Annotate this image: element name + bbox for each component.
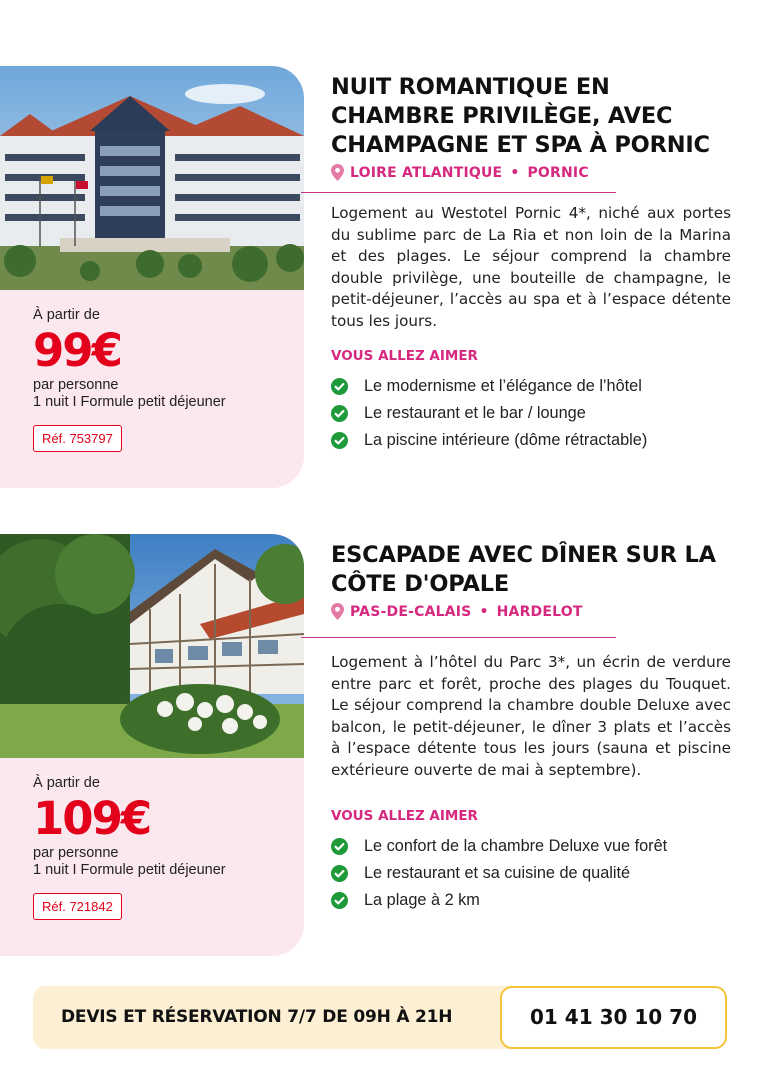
pros-list [331, 373, 731, 454]
location-region: LOIRE ATLANTIQUE [350, 164, 503, 181]
offer-title-line: NUIT ROMANTIQUE EN [331, 74, 610, 100]
check-circle-icon [331, 892, 348, 909]
price: 109€ [33, 792, 151, 845]
list-item [331, 860, 731, 887]
location [331, 164, 731, 181]
formula-label: 1 nuit I Formule petit déjeuner [33, 394, 226, 411]
location-city: HARDELOT [496, 603, 583, 620]
check-circle-icon [331, 432, 348, 449]
list-item-label: Le restaurant et sa cuisine de qualité [364, 863, 631, 882]
divider [301, 637, 616, 638]
phone-number-button[interactable]: 01 41 30 10 70 [500, 986, 727, 1049]
booking-banner [33, 986, 727, 1049]
offer-title-line: CHAMBRE PRIVILÈGE, AVEC [331, 103, 673, 129]
offer-title-line: CÔTE D'OPALE [331, 571, 510, 597]
offer-price-card [0, 66, 304, 488]
divider [301, 192, 616, 193]
love-heading: VOUS ALLEZ AIMER [331, 347, 478, 364]
price-block [33, 307, 226, 452]
offer-description: Logement au Westotel Pornic 4*, niché aux portes du sublime parc de La Ria et non loin de la Marina et des plages. Le séjour comprend la chambre double privilège, une bouteille de champagne, le petit-déjeuner, l’accès au spa et à l’espace détente tous les jours. [331, 204, 731, 330]
price-block [33, 775, 226, 920]
offer-title-line: ESCAPADE AVEC DÎNER SUR LA [331, 542, 716, 568]
hotel-photo [0, 66, 304, 290]
hotel-photo [0, 534, 304, 758]
reference-badge: Réf. 721842 [33, 893, 122, 920]
list-item [331, 887, 731, 914]
from-label: À partir de [33, 307, 100, 323]
location [331, 603, 731, 620]
list-item [331, 833, 731, 860]
from-label: À partir de [33, 775, 100, 791]
location-region: PAS-DE-CALAIS [350, 603, 472, 620]
check-circle-icon [331, 838, 348, 855]
location-city: PORNIC [527, 164, 589, 181]
booking-label: DEVIS ET RÉSERVATION 7/7 DE 09H À 21H [61, 1007, 453, 1027]
per-person-label: par personne [33, 845, 119, 862]
offer-details [331, 73, 731, 454]
pros-list [331, 833, 731, 914]
location-separator: • [479, 603, 489, 620]
location-pin-icon [331, 164, 344, 181]
location-pin-icon [331, 603, 344, 620]
list-item-label: Le modernisme et l’élégance de l’hôtel [364, 376, 642, 395]
check-circle-icon [331, 378, 348, 395]
offer-title [331, 73, 731, 160]
offer-card [0, 66, 760, 490]
offer-title [331, 541, 731, 599]
list-item [331, 400, 731, 427]
offer-details [331, 541, 731, 914]
price: 99€ [33, 324, 121, 377]
offer-price-card [0, 534, 304, 956]
offer-description: Logement à l’hôtel du Parc 3*, un écrin de verdure entre parc et forêt, proche des plages du Touquet. Le séjour comprend la chambre double Deluxe avec balcon, le petit-déjeuner, le dîner 3 plats et l’accès à l’espace détente tous les jours (sauna et piscine extérieure ouverte de mai à septembre). [331, 653, 731, 779]
location-separator: • [510, 164, 520, 181]
list-item [331, 427, 731, 454]
check-circle-icon [331, 405, 348, 422]
list-item [331, 373, 731, 400]
list-item-label: Le confort de la chambre Deluxe vue forêt [364, 836, 668, 855]
per-person-label: par personne [33, 377, 119, 394]
list-item-label: La piscine intérieure (dôme rétractable) [364, 430, 648, 449]
reference-badge: Réf. 753797 [33, 425, 122, 452]
offer-title-line: CHAMPAGNE ET SPA À PORNIC [331, 132, 710, 158]
list-item-label: La plage à 2 km [364, 890, 480, 909]
love-heading: VOUS ALLEZ AIMER [331, 807, 478, 824]
offer-card [0, 534, 760, 958]
formula-label: 1 nuit I Formule petit déjeuner [33, 862, 226, 879]
list-item-label: Le restaurant et le bar / lounge [364, 403, 586, 422]
check-circle-icon [331, 865, 348, 882]
